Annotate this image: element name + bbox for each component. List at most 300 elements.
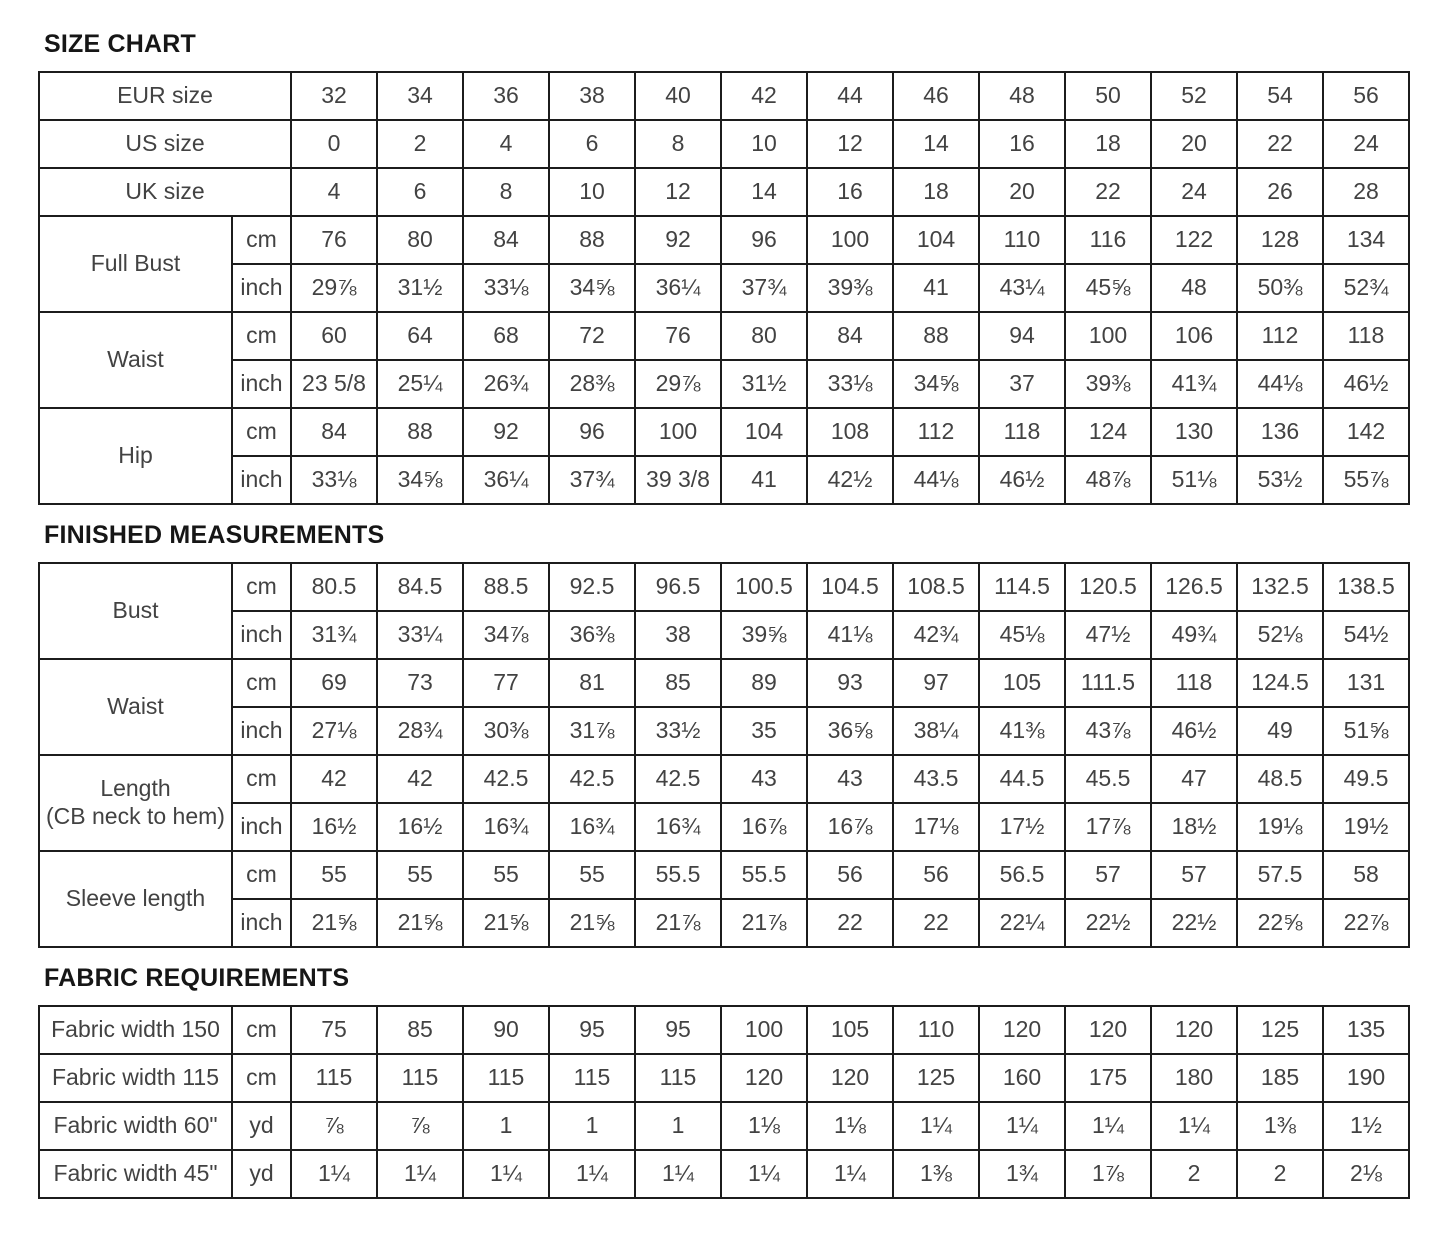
value-cell: 53½ (1237, 456, 1323, 504)
value-cell: 17⅛ (893, 803, 979, 851)
value-cell: 54 (1237, 72, 1323, 120)
value-cell: 16¾ (549, 803, 635, 851)
unit-cell: inch (232, 707, 291, 755)
value-cell: 120 (1151, 1006, 1237, 1054)
value-cell: 17⅞ (1065, 803, 1151, 851)
value-cell: 12 (807, 120, 893, 168)
value-cell: 124.5 (1237, 659, 1323, 707)
value-cell: 104.5 (807, 563, 893, 611)
value-cell: 41⅜ (979, 707, 1065, 755)
table-row (39, 707, 1409, 755)
value-cell: 1¼ (721, 1150, 807, 1198)
value-cell: 40 (635, 72, 721, 120)
value-cell: 48.5 (1237, 755, 1323, 803)
value-cell: 55.5 (721, 851, 807, 899)
value-cell: 122 (1151, 216, 1237, 264)
value-cell: 43 (721, 755, 807, 803)
unit-cell: cm (232, 659, 291, 707)
row-label-text: Sleeve length (65, 885, 206, 912)
value-cell: 88 (893, 312, 979, 360)
value-cell: 36⅝ (807, 707, 893, 755)
unit-cell: cm (232, 1054, 291, 1102)
value-cell: 55 (291, 851, 377, 899)
value-cell: 42 (291, 755, 377, 803)
value-cell: 1¼ (635, 1150, 721, 1198)
value-cell: 120 (1065, 1006, 1151, 1054)
value-cell: 47½ (1065, 611, 1151, 659)
value-cell: 44 (807, 72, 893, 120)
value-cell: 1⅞ (1065, 1150, 1151, 1198)
row-label-text: Fabric width 45" (53, 1160, 218, 1187)
value-cell: 16½ (291, 803, 377, 851)
value-cell: 14 (893, 120, 979, 168)
value-cell: 111.5 (1065, 659, 1151, 707)
value-cell: 2 (1151, 1150, 1237, 1198)
unit-cell: cm (232, 216, 291, 264)
size-chart-title: SIZE CHART (44, 30, 196, 58)
value-cell: 22½ (1065, 899, 1151, 947)
value-cell: 120 (721, 1054, 807, 1102)
value-cell: 18 (893, 168, 979, 216)
value-cell: 45.5 (1065, 755, 1151, 803)
row-label (39, 168, 291, 216)
value-cell: 33½ (635, 707, 721, 755)
value-cell: 1¼ (549, 1150, 635, 1198)
value-cell: 1¼ (979, 1102, 1065, 1150)
value-cell: 1¼ (1065, 1102, 1151, 1150)
value-cell: 46 (893, 72, 979, 120)
table-row (39, 755, 1409, 803)
value-cell: 31⅞ (549, 707, 635, 755)
value-cell: 126.5 (1151, 563, 1237, 611)
value-cell: 1¼ (893, 1102, 979, 1150)
value-cell: 33⅛ (463, 264, 549, 312)
value-cell: 31½ (377, 264, 463, 312)
row-label-text: UK size (125, 178, 205, 205)
value-cell: 10 (549, 168, 635, 216)
value-cell: 92.5 (549, 563, 635, 611)
value-cell: 94 (979, 312, 1065, 360)
value-cell: 50⅜ (1237, 264, 1323, 312)
value-cell: 42.5 (635, 755, 721, 803)
value-cell: 97 (893, 659, 979, 707)
value-cell: 24 (1151, 168, 1237, 216)
value-cell: 14 (721, 168, 807, 216)
value-cell: 4 (463, 120, 549, 168)
value-cell: 1½ (1323, 1102, 1409, 1150)
value-cell: 128 (1237, 216, 1323, 264)
value-cell: 130 (1151, 408, 1237, 456)
section-fabric-requirements (38, 964, 1445, 1199)
value-cell: 36⅜ (549, 611, 635, 659)
value-cell: 1¼ (807, 1150, 893, 1198)
value-cell: 88 (549, 216, 635, 264)
value-cell: 39⅜ (807, 264, 893, 312)
value-cell: 43.5 (893, 755, 979, 803)
value-cell: 34⅝ (377, 456, 463, 504)
value-cell: 118 (979, 408, 1065, 456)
value-cell: 105 (807, 1006, 893, 1054)
value-cell: 16 (807, 168, 893, 216)
row-label (39, 563, 232, 659)
row-label-text: Length (100, 775, 171, 802)
value-cell: 104 (721, 408, 807, 456)
value-cell: 100 (635, 408, 721, 456)
value-cell: 54½ (1323, 611, 1409, 659)
unit-cell: cm (232, 312, 291, 360)
row-label-text: Fabric width 60" (53, 1112, 218, 1139)
value-cell: 42¾ (893, 611, 979, 659)
value-cell: 22 (1237, 120, 1323, 168)
value-cell: ⅞ (291, 1102, 377, 1150)
value-cell: 55 (377, 851, 463, 899)
value-cell: 56 (1323, 72, 1409, 120)
value-cell: 80 (721, 312, 807, 360)
row-label (39, 1006, 232, 1054)
finished-measurements-title: FINISHED MEASUREMENTS (44, 521, 385, 549)
row-label (39, 1150, 232, 1198)
value-cell: 28 (1323, 168, 1409, 216)
value-cell: 56.5 (979, 851, 1065, 899)
value-cell: 39⅝ (721, 611, 807, 659)
value-cell: 22⅝ (1237, 899, 1323, 947)
value-cell: 21⅝ (291, 899, 377, 947)
value-cell: 22 (807, 899, 893, 947)
value-cell: 106 (1151, 312, 1237, 360)
value-cell: 116 (1065, 216, 1151, 264)
value-cell: 42 (721, 72, 807, 120)
value-cell: 35 (721, 707, 807, 755)
value-cell: 43⅞ (1065, 707, 1151, 755)
value-cell: 110 (893, 1006, 979, 1054)
value-cell: 1 (635, 1102, 721, 1150)
value-cell: 136 (1237, 408, 1323, 456)
value-cell: 120.5 (1065, 563, 1151, 611)
value-cell: 28¾ (377, 707, 463, 755)
value-cell: 32 (291, 72, 377, 120)
value-cell: 42.5 (549, 755, 635, 803)
value-cell: 134 (1323, 216, 1409, 264)
value-cell: 142 (1323, 408, 1409, 456)
value-cell: 80 (377, 216, 463, 264)
value-cell: 39⅜ (1065, 360, 1151, 408)
value-cell: 21⅝ (549, 899, 635, 947)
row-label-text: Fabric width 115 (51, 1064, 220, 1091)
value-cell: 85 (635, 659, 721, 707)
value-cell: 45⅛ (979, 611, 1065, 659)
value-cell: 1⅛ (807, 1102, 893, 1150)
value-cell: 185 (1237, 1054, 1323, 1102)
table-row (39, 72, 1409, 120)
value-cell: 88.5 (463, 563, 549, 611)
value-cell: 12 (635, 168, 721, 216)
value-cell: 42½ (807, 456, 893, 504)
row-label-text: EUR size (117, 82, 213, 109)
fabric-requirements-table (38, 1005, 1410, 1199)
value-cell: 10 (721, 120, 807, 168)
value-cell: 115 (635, 1054, 721, 1102)
value-cell: 28⅜ (549, 360, 635, 408)
finished-measurements-table (38, 562, 1410, 948)
value-cell: 16¾ (635, 803, 721, 851)
value-cell: 73 (377, 659, 463, 707)
value-cell: 108.5 (893, 563, 979, 611)
table-row (39, 659, 1409, 707)
value-cell: 95 (549, 1006, 635, 1054)
value-cell: 125 (1237, 1006, 1323, 1054)
value-cell: 49.5 (1323, 755, 1409, 803)
value-cell: 2 (377, 120, 463, 168)
row-sublabel-text: (CB neck to hem) (46, 803, 225, 829)
table-row (39, 312, 1409, 360)
value-cell: 8 (463, 168, 549, 216)
value-cell: 55.5 (635, 851, 721, 899)
row-label (39, 755, 232, 851)
table-row (39, 899, 1409, 947)
value-cell: 100.5 (721, 563, 807, 611)
value-cell: 6 (549, 120, 635, 168)
unit-cell: inch (232, 264, 291, 312)
row-label (39, 312, 232, 408)
value-cell: 125 (893, 1054, 979, 1102)
value-cell: 24 (1323, 120, 1409, 168)
value-cell: 17½ (979, 803, 1065, 851)
value-cell: 49¾ (1151, 611, 1237, 659)
row-label (39, 851, 232, 947)
value-cell: 100 (807, 216, 893, 264)
value-cell: 95 (635, 1006, 721, 1054)
value-cell: 85 (377, 1006, 463, 1054)
value-cell: 96 (721, 216, 807, 264)
table-row (39, 1006, 1409, 1054)
table-row (39, 168, 1409, 216)
value-cell: 56 (807, 851, 893, 899)
value-cell: 36¼ (463, 456, 549, 504)
value-cell: 33⅛ (807, 360, 893, 408)
value-cell: 36¼ (635, 264, 721, 312)
value-cell: 31½ (721, 360, 807, 408)
value-cell: 23 5/8 (291, 360, 377, 408)
value-cell: 104 (893, 216, 979, 264)
value-cell: 48 (1151, 264, 1237, 312)
value-cell: 51⅝ (1323, 707, 1409, 755)
value-cell: 34 (377, 72, 463, 120)
value-cell: 112 (893, 408, 979, 456)
row-label (39, 120, 291, 168)
unit-cell: cm (232, 408, 291, 456)
value-cell: 1⅜ (1237, 1102, 1323, 1150)
unit-cell: inch (232, 456, 291, 504)
row-label (39, 1102, 232, 1150)
value-cell: 131 (1323, 659, 1409, 707)
value-cell: 93 (807, 659, 893, 707)
value-cell: 47 (1151, 755, 1237, 803)
value-cell: 76 (291, 216, 377, 264)
value-cell: 72 (549, 312, 635, 360)
value-cell: 135 (1323, 1006, 1409, 1054)
row-label (39, 216, 232, 312)
value-cell: 1 (463, 1102, 549, 1150)
value-cell: 33¼ (377, 611, 463, 659)
value-cell: 80.5 (291, 563, 377, 611)
value-cell: 1 (549, 1102, 635, 1150)
row-label-text: Hip (118, 442, 153, 469)
table-row (39, 1102, 1409, 1150)
value-cell: 1¼ (463, 1150, 549, 1198)
value-cell: 60 (291, 312, 377, 360)
value-cell: 16⅞ (721, 803, 807, 851)
unit-cell: cm (232, 851, 291, 899)
value-cell: 46½ (1323, 360, 1409, 408)
value-cell: 124 (1065, 408, 1151, 456)
value-cell: 44⅛ (893, 456, 979, 504)
value-cell: 55⅞ (1323, 456, 1409, 504)
table-row (39, 264, 1409, 312)
value-cell: 1¼ (291, 1150, 377, 1198)
value-cell: 112 (1237, 312, 1323, 360)
value-cell: 50 (1065, 72, 1151, 120)
value-cell: 1¼ (377, 1150, 463, 1198)
value-cell: 19⅛ (1237, 803, 1323, 851)
table-row (39, 563, 1409, 611)
section-finished-measurements (38, 521, 1445, 948)
value-cell: 68 (463, 312, 549, 360)
table-row (39, 216, 1409, 264)
row-label-text: Waist (107, 346, 164, 373)
value-cell: 42 (377, 755, 463, 803)
value-cell: 56 (893, 851, 979, 899)
row-label (39, 659, 232, 755)
unit-cell: cm (232, 563, 291, 611)
value-cell: 2⅛ (1323, 1150, 1409, 1198)
value-cell: 33⅛ (291, 456, 377, 504)
value-cell: 89 (721, 659, 807, 707)
value-cell: 44.5 (979, 755, 1065, 803)
unit-cell: inch (232, 611, 291, 659)
value-cell: 38 (635, 611, 721, 659)
value-cell: 46½ (1151, 707, 1237, 755)
value-cell: 55 (549, 851, 635, 899)
value-cell: 41 (721, 456, 807, 504)
value-cell: 120 (979, 1006, 1065, 1054)
value-cell: 34⅝ (549, 264, 635, 312)
value-cell: 105 (979, 659, 1065, 707)
value-cell: 84 (291, 408, 377, 456)
value-cell: 84 (463, 216, 549, 264)
value-cell: 41¾ (1151, 360, 1237, 408)
value-cell: 84 (807, 312, 893, 360)
value-cell: 51⅛ (1151, 456, 1237, 504)
value-cell: 2 (1237, 1150, 1323, 1198)
value-cell: 16½ (377, 803, 463, 851)
value-cell: 120 (807, 1054, 893, 1102)
value-cell: 36 (463, 72, 549, 120)
row-label-text: Bust (112, 597, 159, 624)
value-cell: 39 3/8 (635, 456, 721, 504)
value-cell: 44⅛ (1237, 360, 1323, 408)
value-cell: 22 (1065, 168, 1151, 216)
value-cell: 21⅝ (377, 899, 463, 947)
value-cell: 115 (291, 1054, 377, 1102)
value-cell: 42.5 (463, 755, 549, 803)
value-cell: 18½ (1151, 803, 1237, 851)
value-cell: 26¾ (463, 360, 549, 408)
value-cell: 180 (1151, 1054, 1237, 1102)
value-cell: 100 (721, 1006, 807, 1054)
value-cell: 34⅞ (463, 611, 549, 659)
value-cell: 21⅞ (721, 899, 807, 947)
value-cell: 190 (1323, 1054, 1409, 1102)
value-cell: 37¾ (549, 456, 635, 504)
value-cell: 88 (377, 408, 463, 456)
value-cell: 1⅛ (721, 1102, 807, 1150)
fabric-requirements-title: FABRIC REQUIREMENTS (44, 964, 350, 992)
unit-cell: inch (232, 899, 291, 947)
table-row (39, 1150, 1409, 1198)
value-cell: 1¼ (1151, 1102, 1237, 1150)
value-cell: 118 (1151, 659, 1237, 707)
row-label-text: Full Bust (90, 250, 181, 277)
value-cell: 1¾ (979, 1150, 1065, 1198)
value-cell: 110 (979, 216, 1065, 264)
value-cell: 57 (1151, 851, 1237, 899)
value-cell: 55 (463, 851, 549, 899)
value-cell: 75 (291, 1006, 377, 1054)
value-cell: 27⅛ (291, 707, 377, 755)
row-label-text: Fabric width 150 (51, 1016, 220, 1043)
value-cell: 22 (893, 899, 979, 947)
value-cell: 108 (807, 408, 893, 456)
value-cell: 92 (463, 408, 549, 456)
table-row (39, 120, 1409, 168)
unit-cell: yd (232, 1150, 291, 1198)
value-cell: 77 (463, 659, 549, 707)
value-cell: 38¼ (893, 707, 979, 755)
table-row (39, 408, 1409, 456)
value-cell: 81 (549, 659, 635, 707)
table-row (39, 1054, 1409, 1102)
value-cell: 52¾ (1323, 264, 1409, 312)
value-cell: 57.5 (1237, 851, 1323, 899)
value-cell: 18 (1065, 120, 1151, 168)
unit-cell: cm (232, 755, 291, 803)
value-cell: 22⅞ (1323, 899, 1409, 947)
value-cell: 58 (1323, 851, 1409, 899)
row-label-text: Waist (107, 693, 164, 720)
value-cell: 49 (1237, 707, 1323, 755)
unit-cell: cm (232, 1006, 291, 1054)
value-cell: 69 (291, 659, 377, 707)
value-cell: 45⅝ (1065, 264, 1151, 312)
value-cell: 16⅞ (807, 803, 893, 851)
value-cell: 38 (549, 72, 635, 120)
value-cell: 100 (1065, 312, 1151, 360)
value-cell: 0 (291, 120, 377, 168)
value-cell: 52 (1151, 72, 1237, 120)
value-cell: 29⅞ (635, 360, 721, 408)
value-cell: 30⅜ (463, 707, 549, 755)
value-cell: 43¼ (979, 264, 1065, 312)
value-cell: 90 (463, 1006, 549, 1054)
table-row (39, 803, 1409, 851)
value-cell: 48⅞ (1065, 456, 1151, 504)
unit-cell: yd (232, 1102, 291, 1150)
value-cell: 31¾ (291, 611, 377, 659)
value-cell: ⅞ (377, 1102, 463, 1150)
value-cell: 4 (291, 168, 377, 216)
value-cell: 175 (1065, 1054, 1151, 1102)
table-row (39, 851, 1409, 899)
